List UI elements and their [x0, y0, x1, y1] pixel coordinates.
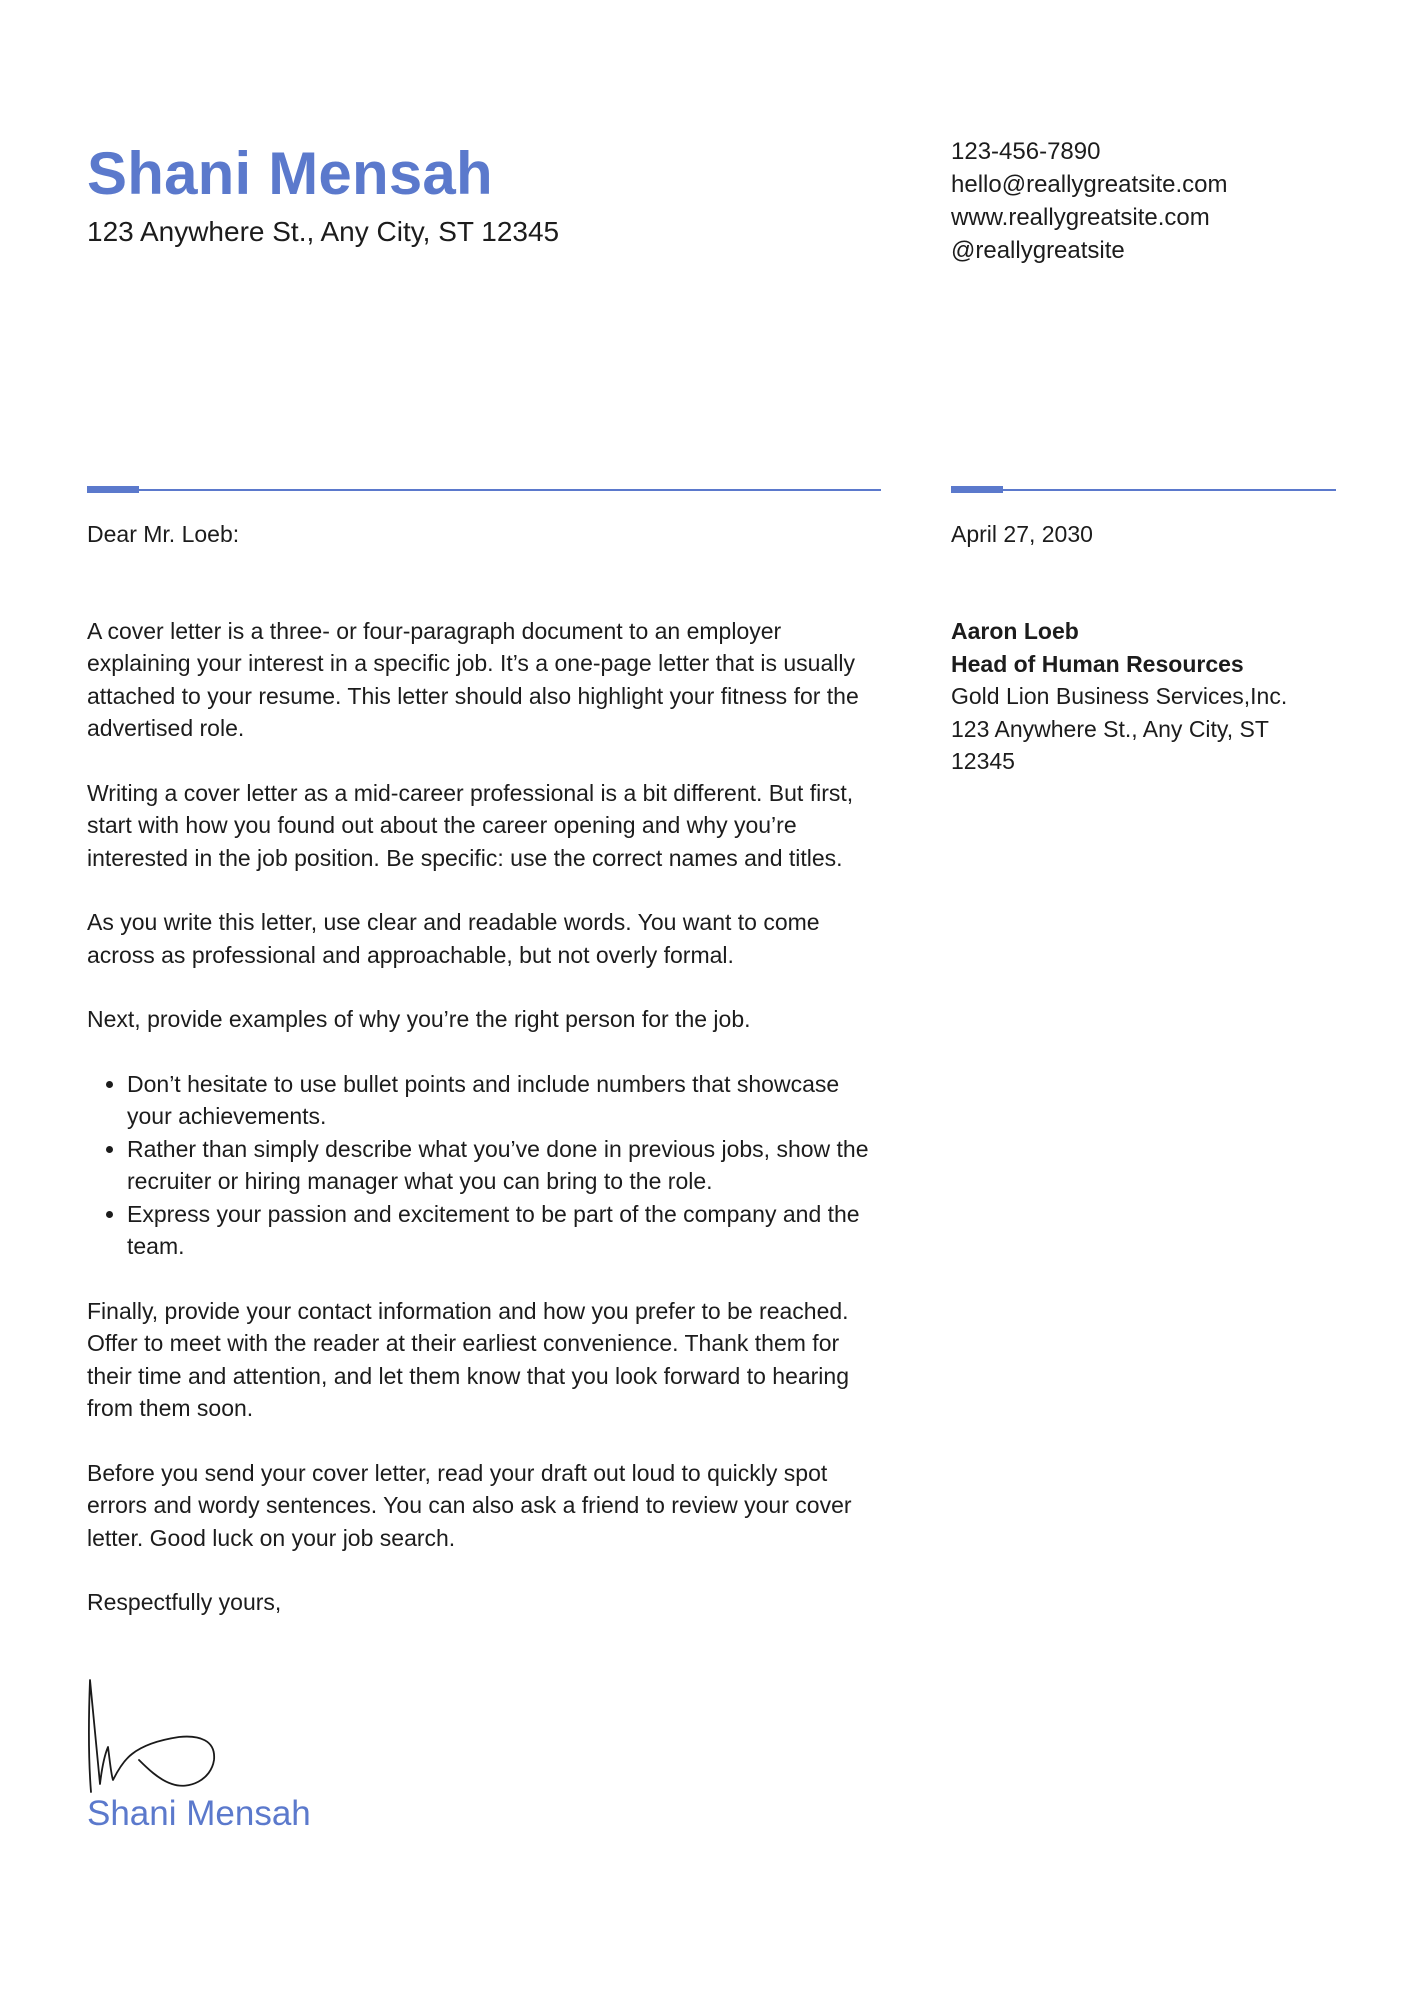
sender-email: hello@reallygreatsite.com: [951, 171, 1228, 198]
left-divider-line: [87, 489, 881, 491]
body-paragraph: Next, provide examples of why you’re the right person for the job.: [87, 1006, 751, 1032]
sender-social-handle: @reallygreatsite: [951, 237, 1125, 264]
body-paragraph: As you write this letter, use clear and readable words. You want to come across as professional and approachable, but not overly formal.: [87, 909, 820, 968]
sender-address: 123 Anywhere St., Any City, ST 12345: [87, 216, 560, 247]
letter-body: [87, 518, 887, 1619]
body-paragraph: Before you send your cover letter, read your draft out loud to quickly spot errors and wordy sentences. You can also ask a friend to review your cover letter. Good luck on your job search.: [87, 1459, 852, 1551]
bullet-item: • Express your passion and excitement to be part of the company and the team.: [127, 1198, 887, 1263]
achievement-bullet-list: [87, 1068, 887, 1263]
body-paragraph: A cover letter is a three- or four-paragraph document to an employer explaining your interest in a specific job. It’s a one-page letter that is usually attached to your resume. This letter should also highlight your fitness for the advertised role.: [87, 617, 859, 741]
left-divider-accent: [87, 486, 139, 493]
recipient-company: Gold Lion Business Services,Inc.: [951, 683, 1288, 709]
body-paragraph: Finally, provide your contact information and how you prefer to be reached. Offer to meet with the reader at their earliest convenience. Thank them for their time and attention, and let them know that you look forward to hearing from them soon.: [87, 1297, 849, 1421]
sender-website: www.reallygreatsite.com: [951, 204, 1210, 231]
bullet-item: • Don’t hesitate to use bullet points and include numbers that showcase your achievements.: [127, 1068, 887, 1133]
salutation: Dear Mr. Loeb:: [87, 521, 240, 547]
right-divider-accent: [951, 486, 1003, 493]
body-paragraph: Writing a cover letter as a mid-career professional is a bit different. But first, start with how you found out about the career opening and why you’re interested in the job position. Be specific: use the correct names and titles.: [87, 779, 854, 871]
signed-name: Shani Mensah: [87, 1794, 311, 1833]
recipient-title: Head of Human Resources: [951, 650, 1244, 677]
recipient-name: Aaron Loeb: [951, 618, 1079, 644]
sender-name-heading: Shani Mensah: [87, 140, 493, 207]
right-divider-line: [951, 489, 1336, 491]
sign-off: Respectfully yours,: [87, 1589, 282, 1615]
sender-phone: 123-456-7890: [951, 138, 1101, 165]
recipient-address: 123 Anywhere St., Any City, ST 12345: [951, 715, 1269, 774]
recipient-block: [951, 615, 1331, 778]
letter-date: April 27, 2030: [951, 521, 1093, 547]
sender-contact-block: [951, 135, 1227, 267]
handwritten-signature: [84, 1672, 224, 1797]
bullet-item: • Rather than simply describe what you’ve done in previous jobs, show the recruiter or hiring manager what you can bring to the role.: [127, 1133, 887, 1198]
